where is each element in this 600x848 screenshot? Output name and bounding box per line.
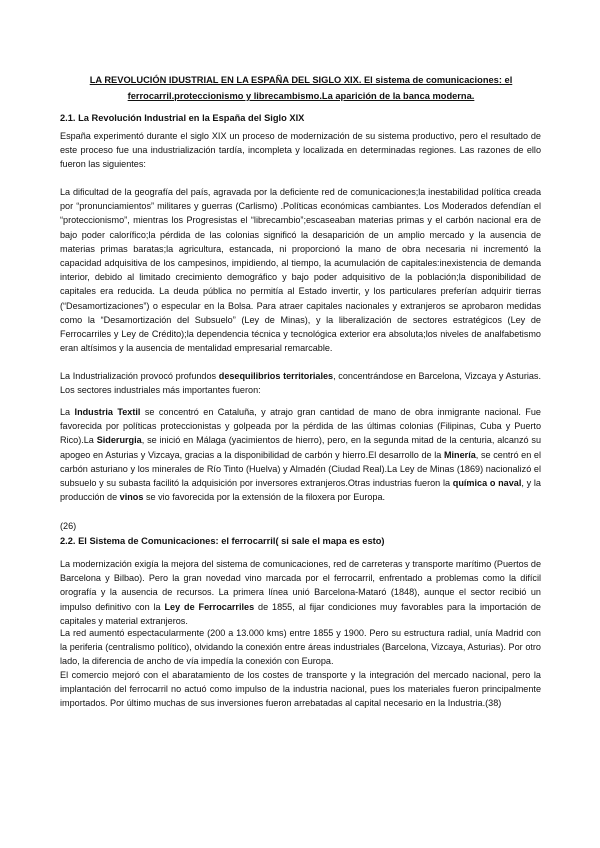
- document-title: LA REVOLUCIÓN IDUSTRIAL EN LA ESPAÑA DEL SIGLO XIX. El sistema de comunicaciones: el ferrocarril.proteccionismo y librecambismo.La aparición de la banca moderna.: [89, 75, 513, 101]
- section-heading-2-2: 2.2. El Sistema de Comunicaciones: el ferrocarril( si sale el mapa es esto): [60, 536, 385, 546]
- textile-term: Industria Textil: [74, 407, 141, 417]
- railway-paragraph-3: El comercio mejoró con el abaratamiento de los costes de transporte y la integración del mercado nacional, pero la implantación del ferrocarril no actuó como impulso de la industria nacional, pues los materiales fueron principalmente importados. Por último muchas de sus inversiones fueron arrebatadas al capital necesario en la Industria.(38): [60, 670, 541, 709]
- reference-number-1: (26): [60, 521, 77, 531]
- intro-paragraph: España experimentó durante el siglo XIX un proceso de modernización de su sistema productivo, pero el resultado de este proceso fue una industrialización tardía, incompleta y localizada en determinadas regiones. Las razones de ello fueron las siguientes:: [60, 131, 541, 170]
- railway-paragraph-1: La modernización exigía la mejora del sistema de comunicaciones, red de carreteras y transporte marítimo (Puertos de Barcelona y Bilbao). Pero la gran novedad vino marcada por el ferrocarril, enfrentado a problemas como la difícil orografía y la ausencia de recursos. La primera línea unió Barcelona-Mataró (1848), aunque el sector recibió un impulso definitivo con la Ley de Ferrocarriles de 1855, al fijar condiciones muy favorables para la importación de capitales y material extranjeros.: [60, 559, 541, 626]
- reasons-paragraph: La dificultad de la geografía del país, agravada por la deficiente red de comunicaciones;la inestabilidad política creada por “pronunciamientos” militares y guerras (Carlismo) .Políticas económicas cambiantes. Los Moderados defendían el “proteccionismo”, mientras los Progresistas el “librecambio”;escaseaban materias primas y el carbón nacional era de bajo poder calorífico;la pérdida de las colonias significó la desaparición de un amplio mercado y la ausencia de materias primas baratas;la agricultura, estancada, ni proporcionó la mano de obra necesaria ni incrementó la capacidad adquisitiva de los campesinos, impidiendo, al tiempo, la acumulación de capitales:inexistencia de demanda interior, debido al limitado crecimiento demográfico y bajo poder adquisitivo de la población;la disponibilidad de capitales era reducida. La deuda pública no permitía al Estado invertir, y los particulares preferían adquirir tierras (“Desamortizaciones”) o especular en la Bolsa. Para atraer capitales nacionales y extranjeros se aprobaron medidas como la “Desamortización del Subsuelo” (Ley de Minas), y la liberalización de sectores estratégicos (Ley de Ferrocarriles y Ley de Crédito);la dependencia técnica y tecnológica exterior era absoluta;los niveles de analfabetismo eran altísimos y la ausencia de mentalidad empresarial remarcable.: [60, 187, 541, 354]
- territorial-imbalance-term: desequilibrios territoriales: [218, 371, 334, 381]
- sectors-paragraph: La Industria Textil se concentró en Cataluña, y atrajo gran cantidad de mano de obra inmigrante nacional. Fue favorecida por políticas proteccionistas y golpeada por la pérdida de las últimas colonias (Filipinas, Cuba y Puerto Rico).La Siderurgia, se inició en Málaga (yacimientos de hierro), pero, en la segunda mitad de la centuria, alcanzó su apogeo en Asturias y Vizcaya, gracias a la disponibilidad de carbón y hierro.El desarrollo de la Minería, se centró en el carbón asturiano y los minerales de Río Tinto (Huelva) y Almadén (Ciudad Real).La Ley de Minas (1869) nacionalizó el subsuelo y su subasta facilitó la adquisición por inversores extranjeros.Otras industrias fueron la química o naval, y la producción de vinos se vio favorecida por la extensión de la filoxera por Europa.: [60, 407, 541, 503]
- imbalance-paragraph: La Industrialización provocó profundos desequilibrios territoriales, concentrándose en Barcelona, Vizcaya y Asturias. Los sectores industriales más importantes fueron:: [60, 371, 542, 396]
- railway-paragraph-2: La red aumentó espectacularmente (200 a 13.000 kms) entre 1855 y 1900. Pero su estructura radial, unía Madrid con la periferia (centralismo político), olvidando la conexión entre áreas industriales (Barcelona, Vizcaya, Asturias). Por otro lado, la diferencia de ancho de vía impedía la conexión con Europa.: [60, 628, 541, 667]
- chemical-naval-term: química o naval: [452, 478, 522, 489]
- wines-term: vinos: [119, 492, 144, 503]
- mining-term: Minería: [443, 449, 476, 460]
- railway-law-term: Ley de Ferrocarriles: [164, 601, 255, 612]
- steel-term: Siderurgia: [96, 435, 142, 446]
- section-heading-2-1: 2.1. La Revolución Industrial en la España del Siglo XIX: [60, 113, 305, 123]
